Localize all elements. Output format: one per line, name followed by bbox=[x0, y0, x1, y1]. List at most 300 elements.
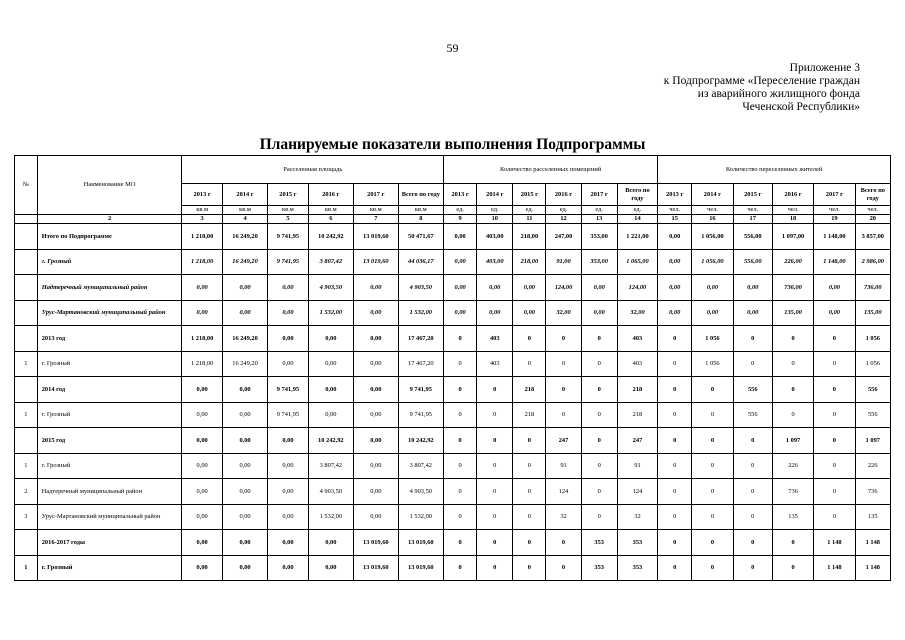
value-cell: 1 148 bbox=[814, 555, 855, 581]
value-cell: 1 097 bbox=[855, 428, 890, 454]
row-number: 1 bbox=[15, 453, 38, 479]
value-cell: 0 bbox=[546, 555, 581, 581]
unit-cell: кв.м bbox=[308, 206, 353, 215]
value-cell: 353 bbox=[581, 555, 617, 581]
value-cell: 1 148,00 bbox=[814, 249, 855, 275]
year-header: 2013 г bbox=[444, 184, 477, 206]
index-cell: 19 bbox=[814, 215, 855, 224]
value-cell: 4 903,50 bbox=[308, 275, 353, 301]
value-cell: 0,00 bbox=[182, 300, 222, 326]
value-cell: 0 bbox=[581, 351, 617, 377]
value-cell: 247 bbox=[617, 428, 657, 454]
value-cell: 1 218,00 bbox=[182, 351, 222, 377]
value-cell: 0 bbox=[814, 479, 855, 505]
value-cell: 226 bbox=[855, 453, 890, 479]
row-number: 1 bbox=[15, 351, 38, 377]
value-cell: 4 903,50 bbox=[398, 479, 444, 505]
value-cell: 10 242,92 bbox=[308, 428, 353, 454]
value-cell: 0,00 bbox=[692, 300, 733, 326]
value-cell: 0 bbox=[477, 453, 513, 479]
value-cell: 1 065,00 bbox=[617, 249, 657, 275]
value-cell: 0,00 bbox=[222, 453, 267, 479]
value-cell: 0,00 bbox=[354, 453, 398, 479]
unit-cell: чел. bbox=[658, 206, 692, 215]
value-cell: 0 bbox=[658, 453, 692, 479]
unit-cell: ед. bbox=[546, 206, 581, 215]
appendix-line: Приложение 3 bbox=[789, 62, 860, 74]
value-cell: 247 bbox=[546, 428, 581, 454]
value-cell: 0 bbox=[477, 377, 513, 403]
value-cell: 1 056 bbox=[855, 326, 890, 352]
value-cell: 0,00 bbox=[581, 300, 617, 326]
value-cell: 0 bbox=[772, 351, 813, 377]
value-cell: 218 bbox=[617, 377, 657, 403]
value-cell: 0,00 bbox=[308, 377, 353, 403]
value-cell: 0 bbox=[581, 479, 617, 505]
value-cell: 0 bbox=[692, 402, 733, 428]
value-cell: 353 bbox=[581, 530, 617, 556]
value-cell: 1 056 bbox=[692, 351, 733, 377]
value-cell: 0 bbox=[513, 351, 546, 377]
value-cell: 0 bbox=[444, 555, 477, 581]
year-header: Всего по году bbox=[617, 184, 657, 206]
group-header: Количество расселенных помещений bbox=[444, 156, 658, 184]
value-cell: 0 bbox=[658, 530, 692, 556]
value-cell: 0 bbox=[513, 453, 546, 479]
value-cell: 0,00 bbox=[354, 479, 398, 505]
table-row bbox=[15, 428, 891, 454]
value-cell: 1 221,00 bbox=[617, 224, 657, 250]
value-cell: 9 741,95 bbox=[268, 224, 308, 250]
value-cell: 0 bbox=[513, 479, 546, 505]
value-cell: 0,00 bbox=[268, 300, 308, 326]
value-cell: 0 bbox=[658, 377, 692, 403]
row-number bbox=[15, 224, 38, 250]
year-header: 2017 г bbox=[354, 184, 398, 206]
year-header: 2015 г bbox=[733, 184, 772, 206]
value-cell: 13 019,60 bbox=[354, 555, 398, 581]
value-cell: 1 056,00 bbox=[692, 224, 733, 250]
row-name: Итого по Подпрограмме bbox=[37, 224, 182, 250]
group-header: Расселенная площадь bbox=[182, 156, 444, 184]
value-cell: 403 bbox=[477, 326, 513, 352]
table-row bbox=[15, 402, 891, 428]
unit-cell: ед. bbox=[444, 206, 477, 215]
unit-cell: ед. bbox=[581, 206, 617, 215]
index-cell: 15 bbox=[658, 215, 692, 224]
value-cell: 0 bbox=[444, 402, 477, 428]
value-cell: 0 bbox=[581, 453, 617, 479]
value-cell: 124 bbox=[546, 479, 581, 505]
year-header: Всего по году bbox=[398, 184, 444, 206]
value-cell: 0 bbox=[581, 377, 617, 403]
table-row bbox=[15, 453, 891, 479]
year-header: 2015 г bbox=[513, 184, 546, 206]
value-cell: 0 bbox=[513, 326, 546, 352]
value-cell: 4 903,50 bbox=[308, 479, 353, 505]
year-header: 2014 г bbox=[222, 184, 267, 206]
unit-cell: ед. bbox=[477, 206, 513, 215]
index-cell: 4 bbox=[222, 215, 267, 224]
value-cell: 0,00 bbox=[222, 275, 267, 301]
value-cell: 0 bbox=[513, 530, 546, 556]
row-number: 1 bbox=[15, 555, 38, 581]
value-cell: 0 bbox=[814, 326, 855, 352]
unit-cell: кв.м bbox=[182, 206, 222, 215]
index-cell: 13 bbox=[581, 215, 617, 224]
value-cell: 353,00 bbox=[581, 249, 617, 275]
value-cell: 0,00 bbox=[444, 300, 477, 326]
value-cell: 16 249,20 bbox=[222, 224, 267, 250]
value-cell: 9 741,95 bbox=[268, 377, 308, 403]
value-cell: 1 097 bbox=[772, 428, 813, 454]
unit-cell: чел. bbox=[692, 206, 733, 215]
year-header: 2016 г bbox=[772, 184, 813, 206]
value-cell: 0,00 bbox=[477, 300, 513, 326]
value-cell: 1 056 bbox=[855, 351, 890, 377]
value-cell: 0,00 bbox=[222, 428, 267, 454]
value-cell: 0 bbox=[692, 555, 733, 581]
index-cell: 14 bbox=[617, 215, 657, 224]
unit-cell: ед. bbox=[513, 206, 546, 215]
unit-cell: чел. bbox=[855, 206, 890, 215]
table-row bbox=[15, 351, 891, 377]
value-cell: 0 bbox=[692, 377, 733, 403]
value-cell: 0,00 bbox=[692, 275, 733, 301]
indicators-table bbox=[14, 155, 891, 581]
value-cell: 736 bbox=[772, 479, 813, 505]
row-number bbox=[15, 275, 38, 301]
value-cell: 0,00 bbox=[354, 377, 398, 403]
index-cell: 12 bbox=[546, 215, 581, 224]
value-cell: 226,00 bbox=[772, 249, 813, 275]
value-cell: 0,00 bbox=[513, 275, 546, 301]
header-row bbox=[15, 156, 891, 184]
value-cell: 0 bbox=[733, 453, 772, 479]
value-cell: 0 bbox=[658, 402, 692, 428]
year-header: 2017 г bbox=[814, 184, 855, 206]
row-number bbox=[15, 377, 38, 403]
unit-cell: чел. bbox=[733, 206, 772, 215]
value-cell: 0,00 bbox=[222, 479, 267, 505]
row-name: г. Грозный bbox=[37, 555, 182, 581]
value-cell: 0 bbox=[444, 428, 477, 454]
value-cell: 32 bbox=[617, 504, 657, 530]
value-cell: 3 807,42 bbox=[308, 453, 353, 479]
value-cell: 0,00 bbox=[182, 504, 222, 530]
value-cell: 0 bbox=[444, 377, 477, 403]
value-cell: 124,00 bbox=[546, 275, 581, 301]
value-cell: 124,00 bbox=[617, 275, 657, 301]
index-cell: 2 bbox=[37, 215, 182, 224]
value-cell: 0 bbox=[658, 326, 692, 352]
value-cell: 16 249,20 bbox=[222, 249, 267, 275]
name-header: Наименование МО bbox=[37, 156, 182, 215]
value-cell: 0 bbox=[546, 351, 581, 377]
value-cell: 0 bbox=[772, 326, 813, 352]
value-cell: 0 bbox=[444, 351, 477, 377]
value-cell: 218 bbox=[513, 377, 546, 403]
value-cell: 1 532,00 bbox=[398, 300, 444, 326]
value-cell: 32,00 bbox=[617, 300, 657, 326]
value-cell: 0 bbox=[546, 530, 581, 556]
value-cell: 10 242,92 bbox=[308, 224, 353, 250]
row-name: Урус-Мартановский муниципальный район bbox=[37, 504, 182, 530]
row-name: Надтеречный муниципальный район bbox=[37, 479, 182, 505]
row-name: Урус-Мартановский муниципальный район bbox=[37, 300, 182, 326]
value-cell: 0,00 bbox=[182, 402, 222, 428]
value-cell: 0 bbox=[546, 326, 581, 352]
value-cell: 0 bbox=[477, 479, 513, 505]
value-cell: 1 148 bbox=[855, 555, 890, 581]
page-number: 59 bbox=[446, 41, 459, 55]
value-cell: 0,00 bbox=[182, 530, 222, 556]
row-number bbox=[15, 530, 38, 556]
value-cell: 403 bbox=[617, 326, 657, 352]
index-cell: 9 bbox=[444, 215, 477, 224]
value-cell: 0 bbox=[581, 504, 617, 530]
year-header: 2013 г bbox=[658, 184, 692, 206]
value-cell: 736,00 bbox=[772, 275, 813, 301]
value-cell: 0,00 bbox=[658, 249, 692, 275]
value-cell: 218 bbox=[513, 402, 546, 428]
value-cell: 13 019,60 bbox=[398, 555, 444, 581]
value-cell: 0 bbox=[477, 428, 513, 454]
value-cell: 32 bbox=[546, 504, 581, 530]
value-cell: 1 148 bbox=[814, 530, 855, 556]
value-cell: 0,00 bbox=[814, 300, 855, 326]
value-cell: 0,00 bbox=[268, 351, 308, 377]
value-cell: 353,00 bbox=[581, 224, 617, 250]
value-cell: 0,00 bbox=[814, 275, 855, 301]
row-name: 2016-2017 годы bbox=[37, 530, 182, 556]
value-cell: 0 bbox=[814, 351, 855, 377]
value-cell: 0 bbox=[658, 479, 692, 505]
value-cell: 556 bbox=[855, 377, 890, 403]
value-cell: 0 bbox=[477, 402, 513, 428]
table-row bbox=[15, 300, 891, 326]
value-cell: 1 532,00 bbox=[308, 504, 353, 530]
value-cell: 0 bbox=[814, 402, 855, 428]
table-row bbox=[15, 275, 891, 301]
value-cell: 9 741,95 bbox=[268, 249, 308, 275]
value-cell: 0 bbox=[477, 504, 513, 530]
value-cell: 0,00 bbox=[477, 275, 513, 301]
value-cell: 0,00 bbox=[268, 504, 308, 530]
value-cell: 0 bbox=[581, 402, 617, 428]
year-header: 2014 г bbox=[692, 184, 733, 206]
value-cell: 0,00 bbox=[513, 300, 546, 326]
value-cell: 91 bbox=[617, 453, 657, 479]
value-cell: 218 bbox=[617, 402, 657, 428]
group-header: Количество переселенных жителей bbox=[658, 156, 891, 184]
value-cell: 0,00 bbox=[268, 555, 308, 581]
value-cell: 13 019,60 bbox=[398, 530, 444, 556]
index-cell: 7 bbox=[354, 215, 398, 224]
value-cell: 0,00 bbox=[182, 479, 222, 505]
unit-cell: ед. bbox=[617, 206, 657, 215]
value-cell: 0 bbox=[772, 377, 813, 403]
value-cell: 1 532,00 bbox=[398, 504, 444, 530]
value-cell: 0,00 bbox=[182, 555, 222, 581]
value-cell: 0 bbox=[581, 428, 617, 454]
value-cell: 0 bbox=[772, 555, 813, 581]
value-cell: 10 242,92 bbox=[398, 428, 444, 454]
value-cell: 1 056 bbox=[692, 326, 733, 352]
value-cell: 1 097,00 bbox=[772, 224, 813, 250]
value-cell: 403 bbox=[477, 351, 513, 377]
year-header: 2013 г bbox=[182, 184, 222, 206]
value-cell: 0,00 bbox=[658, 224, 692, 250]
value-cell: 0 bbox=[658, 555, 692, 581]
value-cell: 0,00 bbox=[182, 377, 222, 403]
value-cell: 0,00 bbox=[733, 275, 772, 301]
value-cell: 0,00 bbox=[308, 402, 353, 428]
value-cell: 0,00 bbox=[268, 530, 308, 556]
value-cell: 403,00 bbox=[477, 249, 513, 275]
index-cell: 16 bbox=[692, 215, 733, 224]
row-name: г. Грозный bbox=[37, 351, 182, 377]
table-row bbox=[15, 377, 891, 403]
row-number: 1 bbox=[15, 402, 38, 428]
value-cell: 9 741,95 bbox=[398, 402, 444, 428]
value-cell: 0,00 bbox=[581, 275, 617, 301]
value-cell: 17 467,20 bbox=[398, 326, 444, 352]
value-cell: 556 bbox=[733, 377, 772, 403]
value-cell: 3 807,42 bbox=[398, 453, 444, 479]
value-cell: 135 bbox=[855, 504, 890, 530]
value-cell: 0 bbox=[772, 530, 813, 556]
appendix-line: из аварийного жилищного фонда bbox=[697, 88, 860, 100]
index-cell: 6 bbox=[308, 215, 353, 224]
value-cell: 0 bbox=[733, 326, 772, 352]
row-number bbox=[15, 300, 38, 326]
value-cell: 0 bbox=[477, 555, 513, 581]
value-cell: 0,00 bbox=[354, 326, 398, 352]
value-cell: 0 bbox=[692, 428, 733, 454]
unit-cell: кв.м bbox=[398, 206, 444, 215]
index-cell: 20 bbox=[855, 215, 890, 224]
value-cell: 0,00 bbox=[354, 275, 398, 301]
index-cell: 17 bbox=[733, 215, 772, 224]
value-cell: 0,00 bbox=[222, 530, 267, 556]
value-cell: 0 bbox=[658, 428, 692, 454]
row-name: г. Грозный bbox=[37, 402, 182, 428]
index-cell: 10 bbox=[477, 215, 513, 224]
row-number: 2 bbox=[15, 479, 38, 505]
unit-cell: чел. bbox=[814, 206, 855, 215]
value-cell: 0 bbox=[814, 377, 855, 403]
value-cell: 218,00 bbox=[513, 249, 546, 275]
value-cell: 135,00 bbox=[772, 300, 813, 326]
index-cell bbox=[15, 215, 38, 224]
value-cell: 1 532,00 bbox=[308, 300, 353, 326]
value-cell: 0 bbox=[513, 504, 546, 530]
year-header: 2017 г bbox=[581, 184, 617, 206]
value-cell: 1 148,00 bbox=[814, 224, 855, 250]
appendix-block bbox=[664, 62, 860, 114]
year-header: Всего по году bbox=[855, 184, 890, 206]
value-cell: 1 218,00 bbox=[182, 326, 222, 352]
value-cell: 1 056,00 bbox=[692, 249, 733, 275]
value-cell: 0 bbox=[733, 530, 772, 556]
appendix-line: Чеченской Республики» bbox=[742, 101, 860, 113]
value-cell: 0 bbox=[733, 428, 772, 454]
table-row bbox=[15, 555, 891, 581]
value-cell: 736,00 bbox=[855, 275, 890, 301]
row-name: г. Грозный bbox=[37, 453, 182, 479]
value-cell: 0,00 bbox=[308, 326, 353, 352]
value-cell: 0,00 bbox=[733, 300, 772, 326]
value-cell: 0 bbox=[772, 402, 813, 428]
table-row bbox=[15, 479, 891, 505]
value-cell: 0,00 bbox=[222, 504, 267, 530]
value-cell: 0 bbox=[444, 479, 477, 505]
value-cell: 9 741,95 bbox=[398, 377, 444, 403]
index-cell: 8 bbox=[398, 215, 444, 224]
document-title: Планируемые показатели выполнения Подпрограммы bbox=[259, 136, 646, 153]
value-cell: 2 986,00 bbox=[855, 249, 890, 275]
value-cell: 9 741,95 bbox=[268, 402, 308, 428]
value-cell: 16 249,20 bbox=[222, 351, 267, 377]
value-cell: 0 bbox=[814, 428, 855, 454]
value-cell: 556 bbox=[733, 402, 772, 428]
unit-cell: кв.м bbox=[222, 206, 267, 215]
value-cell: 0,00 bbox=[308, 530, 353, 556]
year-header: 2016 г bbox=[308, 184, 353, 206]
value-cell: 0,00 bbox=[182, 453, 222, 479]
value-cell: 16 249,20 bbox=[222, 326, 267, 352]
row-name: г. Грозный bbox=[37, 249, 182, 275]
value-cell: 0,00 bbox=[222, 377, 267, 403]
value-cell: 0,00 bbox=[444, 224, 477, 250]
value-cell: 1 148 bbox=[855, 530, 890, 556]
value-cell: 0 bbox=[444, 453, 477, 479]
value-cell: 32,00 bbox=[546, 300, 581, 326]
value-cell: 0,00 bbox=[444, 275, 477, 301]
row-name: 2014 год bbox=[37, 377, 182, 403]
year-header: 2014 г bbox=[477, 184, 513, 206]
unit-cell: кв.м bbox=[354, 206, 398, 215]
value-cell: 218,00 bbox=[513, 224, 546, 250]
value-cell: 13 019,60 bbox=[354, 249, 398, 275]
value-cell: 0 bbox=[444, 530, 477, 556]
table-row bbox=[15, 504, 891, 530]
index-cell: 3 bbox=[182, 215, 222, 224]
value-cell: 0,00 bbox=[222, 300, 267, 326]
value-cell: 0,00 bbox=[268, 479, 308, 505]
value-cell: 0,00 bbox=[444, 249, 477, 275]
value-cell: 0,00 bbox=[268, 326, 308, 352]
value-cell: 13 019,60 bbox=[354, 530, 398, 556]
value-cell: 556,00 bbox=[733, 224, 772, 250]
row-number: 3 bbox=[15, 504, 38, 530]
index-cell: 11 bbox=[513, 215, 546, 224]
value-cell: 0,00 bbox=[182, 275, 222, 301]
table-body bbox=[15, 156, 891, 581]
table-row bbox=[15, 249, 891, 275]
value-cell: 0 bbox=[692, 504, 733, 530]
value-cell: 403,00 bbox=[477, 224, 513, 250]
value-cell: 13 019,60 bbox=[354, 224, 398, 250]
unit-cell: чел. bbox=[772, 206, 813, 215]
value-cell: 0 bbox=[733, 555, 772, 581]
index-cell: 18 bbox=[772, 215, 813, 224]
value-cell: 0 bbox=[658, 351, 692, 377]
value-cell: 0,00 bbox=[354, 428, 398, 454]
value-cell: 247,00 bbox=[546, 224, 581, 250]
value-cell: 0,00 bbox=[354, 402, 398, 428]
